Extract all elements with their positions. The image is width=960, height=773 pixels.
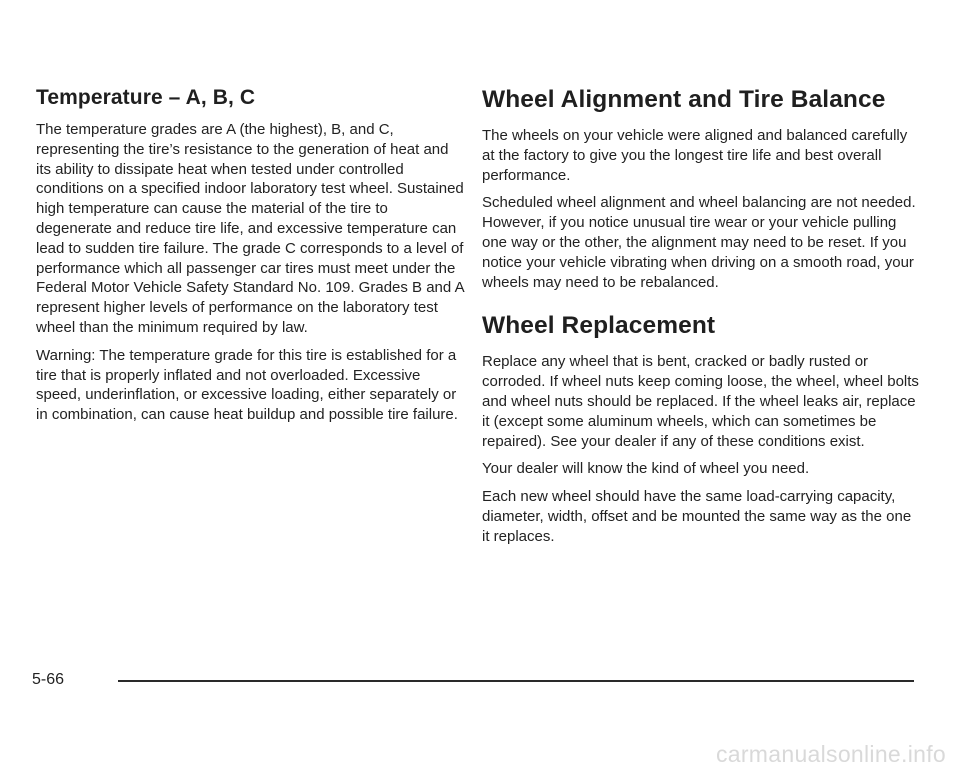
wheel-alignment-paragraph: Scheduled wheel alignment and wheel balancing are not needed. However, if you notice unusual tire wear or your vehicle pulling one way or the other, the alignment may need to be reset. If you notice your vehicle vibrating when driving on a smooth road, your wheels may need to be rebalanced. <box>482 194 916 291</box>
temperature-paragraph: The temperature grades are A (the highest), B, and C, representing the tire’s resistance to the generation of heat and its ability to dissipate heat when tested under controlled conditions on a specified indoor laboratory test wheel. Sustained high temperature can cause the material of the tire to degenerate and reduce tire life, and excessive temperature can lead to sudden tire failure. The grade C corresponds to a level of performance which all passenger car tires must meet under the Federal Motor Vehicle Safety Standard No. 109. Grades B and A represent higher levels of performance on the laboratory test wheel than the minimum required by law. <box>36 121 464 336</box>
wheel-alignment-paragraph: The wheels on your vehicle were aligned and balanced carefully at the factory to give you the longest tire life and best overall performance. <box>482 127 908 184</box>
footer-rule <box>118 680 914 682</box>
left-column <box>36 84 466 433</box>
wheel-replacement-paragraph: Your dealer will know the kind of wheel you need. <box>482 460 810 478</box>
right-column <box>482 84 922 555</box>
page-number: 5-66 <box>32 671 65 688</box>
wheel-replacement-heading: Wheel Replacement <box>482 312 716 340</box>
temperature-warning-paragraph: Warning: The temperature grade for this tire is established for a tire that is properly inflated and not overloaded. Excessive speed, underinflation, or excessive loading, either separately or in combination, can cause heat buildup and possible tire failure. <box>36 346 458 424</box>
watermark: carmanualsonline.info <box>715 741 946 767</box>
wheel-replacement-paragraph: Each new wheel should have the same load-carrying capacity, diameter, width, offset and be mounted the same way as the one it replaces. <box>482 488 912 545</box>
wheel-replacement-paragraph: Replace any wheel that is bent, cracked or badly rusted or corroded. If wheel nuts keep coming loose, the wheel, wheel bolts and wheel nuts should be replaced. If the wheel leaks air, replace it (except some aluminum wheels, which can sometimes be repaired). See your dealer if any of these conditions exist. <box>482 353 919 450</box>
temperature-heading: Temperature – A, B, C <box>36 86 256 109</box>
wheel-alignment-heading: Wheel Alignment and Tire Balance <box>482 86 886 113</box>
page-footer <box>32 670 917 690</box>
